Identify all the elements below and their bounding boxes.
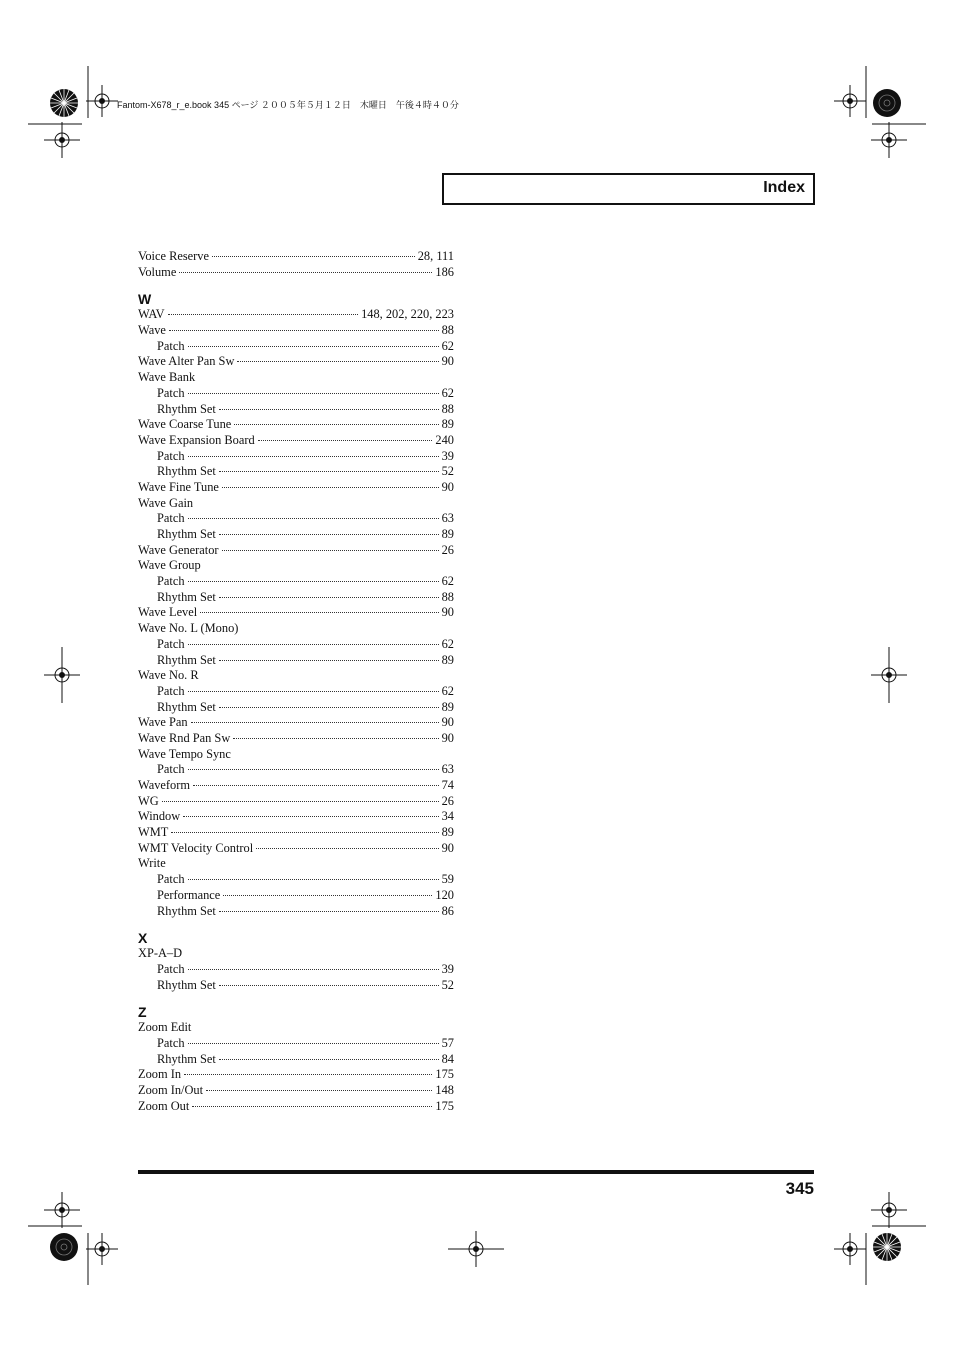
index-term: Voice Reserve [138,249,209,263]
index-term: Patch [157,338,185,353]
leader-dots [188,644,439,645]
index-pages: 34 [441,809,454,824]
index-term: Waveform [138,778,190,792]
leader-dots [219,660,439,661]
index-pages: 175 [435,1098,454,1113]
page-number: 345 [785,1179,814,1198]
index-term: Rhythm Set [157,589,216,604]
index-term: Volume [138,264,177,279]
index-pages: 84 [441,1051,454,1066]
index-pages: 26 [441,542,454,557]
index-term: Patch [157,683,185,698]
index-entry [138,1099,454,1115]
index-pages: 63 [441,762,454,777]
index-gap [138,919,454,931]
index-subentry [138,574,454,590]
index-pages: 89 [441,652,454,667]
index-entry [138,323,454,339]
index-pages: 240 [435,432,454,447]
index-pages: 62 [441,636,454,651]
index-entry [138,856,454,872]
leader-dots [258,440,433,441]
index-pages: 90 [441,605,454,620]
index-pages: 52 [441,977,454,992]
index-term: XP-A–D [138,946,183,961]
index-letter-heading: X [138,930,148,947]
index-term: Rhythm Set [157,464,216,479]
index-term: WMT [138,825,169,840]
index-gap [138,280,454,292]
leader-dots [256,848,438,849]
index-subentry [138,762,454,778]
index-term: Wave Alter Pan Sw [138,354,235,369]
leader-dots [200,612,438,613]
index-entry [138,265,454,281]
index-subentry [138,527,454,543]
index-entry [138,1067,454,1083]
index-subentry [138,700,454,716]
leader-dots [183,816,438,817]
index-entry [138,794,454,810]
index-term: Patch [157,961,185,976]
index-term: Wave Expansion Board [138,432,255,447]
leader-dots [219,597,439,598]
leader-dots [222,550,439,551]
index-entry [138,558,454,574]
index-entry [138,543,454,559]
leader-dots [184,1074,432,1075]
index-term: Zoom In [138,1067,182,1082]
index-entry [138,307,454,323]
index-subentry [138,1052,454,1068]
index-subentry [138,386,454,402]
leader-dots [212,256,415,257]
index-pages: 90 [441,354,454,369]
index-gap [138,993,454,1005]
index-pages: 148 [435,1083,454,1097]
index-term: Rhythm Set [157,699,216,714]
index-term: Patch [157,872,185,887]
index-pages: 26 [441,793,454,808]
index-term: Wave Tempo Sync [138,746,231,761]
leader-dots [188,691,439,692]
index-pages: 148, 202, 220, 223 [361,307,454,322]
index-term: Write [138,856,166,871]
index-term: Patch [157,448,185,463]
index-pages: 88 [441,323,454,338]
leader-dots [223,895,432,896]
index-entry [138,1083,454,1099]
index-entry [138,747,454,763]
index-pages: 89 [441,527,454,541]
leader-dots [222,487,439,488]
index-subentry [138,904,454,920]
index-term: Wave Pan [138,715,188,730]
leader-dots [219,911,439,912]
index-term: Rhythm Set [157,401,216,416]
leader-dots [233,738,438,739]
leader-dots [206,1090,432,1091]
index-subentry [138,962,454,978]
index-term: Wave Rnd Pan Sw [138,730,231,745]
leader-dots [193,785,439,786]
index-letter-heading: W [138,291,152,308]
leader-dots [219,985,439,986]
index-term: Wave Generator [138,542,219,557]
index-term: WAV [138,307,165,322]
index-term: Patch [157,1035,185,1050]
leader-dots [219,471,439,472]
leader-dots [162,801,439,802]
leader-dots [188,456,439,457]
leader-dots [188,518,439,519]
index-pages: 63 [441,511,454,526]
index-subentry [138,872,454,888]
index-subentry [138,1036,454,1052]
leader-dots [219,534,439,535]
index-pages: 52 [441,464,454,479]
index-term: Wave Gain [138,495,194,510]
leader-dots [168,314,358,315]
index-pages: 74 [441,778,454,792]
index-entry [138,621,454,637]
index-entry [138,249,454,265]
index-pages: 39 [441,448,454,463]
leader-dots [188,969,439,970]
index-term: Window [138,809,181,824]
index-entry [138,417,454,433]
index-subentry [138,449,454,465]
index-term: Patch [157,574,185,589]
index-term: Wave No. R [138,668,199,683]
index-pages: 90 [441,840,454,855]
leader-dots [169,330,439,331]
section-title: Index [763,179,805,196]
index-subentry [138,888,454,904]
index-pages: 62 [441,338,454,353]
index-list [138,249,454,1114]
index-pages: 90 [441,730,454,745]
index-pages: 88 [441,401,454,416]
index-term: Wave Group [138,558,201,573]
leader-dots [179,272,432,273]
leader-dots [171,832,438,833]
index-entry [138,809,454,825]
index-pages: 89 [441,825,454,840]
index-entry [138,1020,454,1036]
leader-dots [237,361,438,362]
leader-dots [188,393,439,394]
leader-dots [188,581,439,582]
index-pages: 57 [441,1035,454,1050]
index-subentry [138,590,454,606]
leader-dots [188,879,439,880]
index-entry [138,946,454,962]
leader-dots [234,424,438,425]
index-entry [138,480,454,496]
index-term: Zoom In/Out [138,1083,204,1097]
index-entry [138,825,454,841]
index-term: Rhythm Set [157,903,216,918]
index-term: Patch [157,385,185,400]
leader-dots [192,1106,432,1107]
index-pages: 62 [441,574,454,589]
index-entry [138,731,454,747]
index-term: Patch [157,511,185,526]
index-pages: 59 [441,872,454,887]
index-term: Rhythm Set [157,1051,216,1066]
index-term: Patch [157,762,185,777]
index-entry [138,668,454,684]
index-pages: 39 [441,961,454,976]
index-entry [138,715,454,731]
index-entry [138,605,454,621]
index-term: Zoom Edit [138,1020,192,1035]
index-pages: 186 [435,264,454,279]
index-term: Patch [157,636,185,651]
index-term: Zoom Out [138,1098,190,1113]
leader-dots [219,409,439,410]
index-term: Rhythm Set [157,652,216,667]
index-entry [138,433,454,449]
leader-dots [191,722,439,723]
index-subentry [138,339,454,355]
index-entry [138,496,454,512]
index-term: Wave [138,323,166,338]
index-pages: 88 [441,589,454,604]
index-pages: 120 [435,887,454,902]
index-term: Wave Fine Tune [138,479,219,494]
index-pages: 89 [441,699,454,714]
leader-dots [188,769,439,770]
index-term: Wave Bank [138,370,196,385]
index-entry [138,841,454,857]
index-subentry [138,511,454,527]
index-pages: 86 [441,903,454,918]
index-subentry [138,402,454,418]
section-title-box [442,173,815,205]
index-subentry [138,978,454,994]
index-pages: 90 [441,715,454,730]
index-term: Rhythm Set [157,527,216,541]
index-term: Wave Coarse Tune [138,417,232,432]
print-header: Fantom-X678_r_e.book 345 ページ ２００５年５月１２日 木曜日 午後４時４０分 [117,100,459,110]
leader-dots [219,707,439,708]
leader-dots [188,1043,439,1044]
index-term: WG [138,793,159,808]
footer-rule [138,1170,814,1174]
index-entry [138,354,454,370]
index-term: WMT Velocity Control [138,840,254,855]
index-pages: 89 [441,417,454,432]
leader-dots [219,1059,439,1060]
index-term: Performance [157,887,221,902]
index-subentry [138,684,454,700]
index-entry [138,778,454,794]
index-letter-heading: Z [138,1004,147,1021]
index-subentry [138,637,454,653]
index-term: Rhythm Set [157,977,216,992]
index-pages: 28, 111 [417,249,454,263]
index-pages: 62 [441,385,454,400]
leader-dots [188,346,439,347]
index-pages: 90 [441,479,454,494]
index-term: Wave Level [138,605,198,620]
index-entry [138,370,454,386]
index-subentry [138,653,454,669]
index-subentry [138,464,454,480]
index-term: Wave No. L (Mono) [138,621,239,636]
index-pages: 175 [435,1067,454,1082]
index-pages: 62 [441,683,454,698]
